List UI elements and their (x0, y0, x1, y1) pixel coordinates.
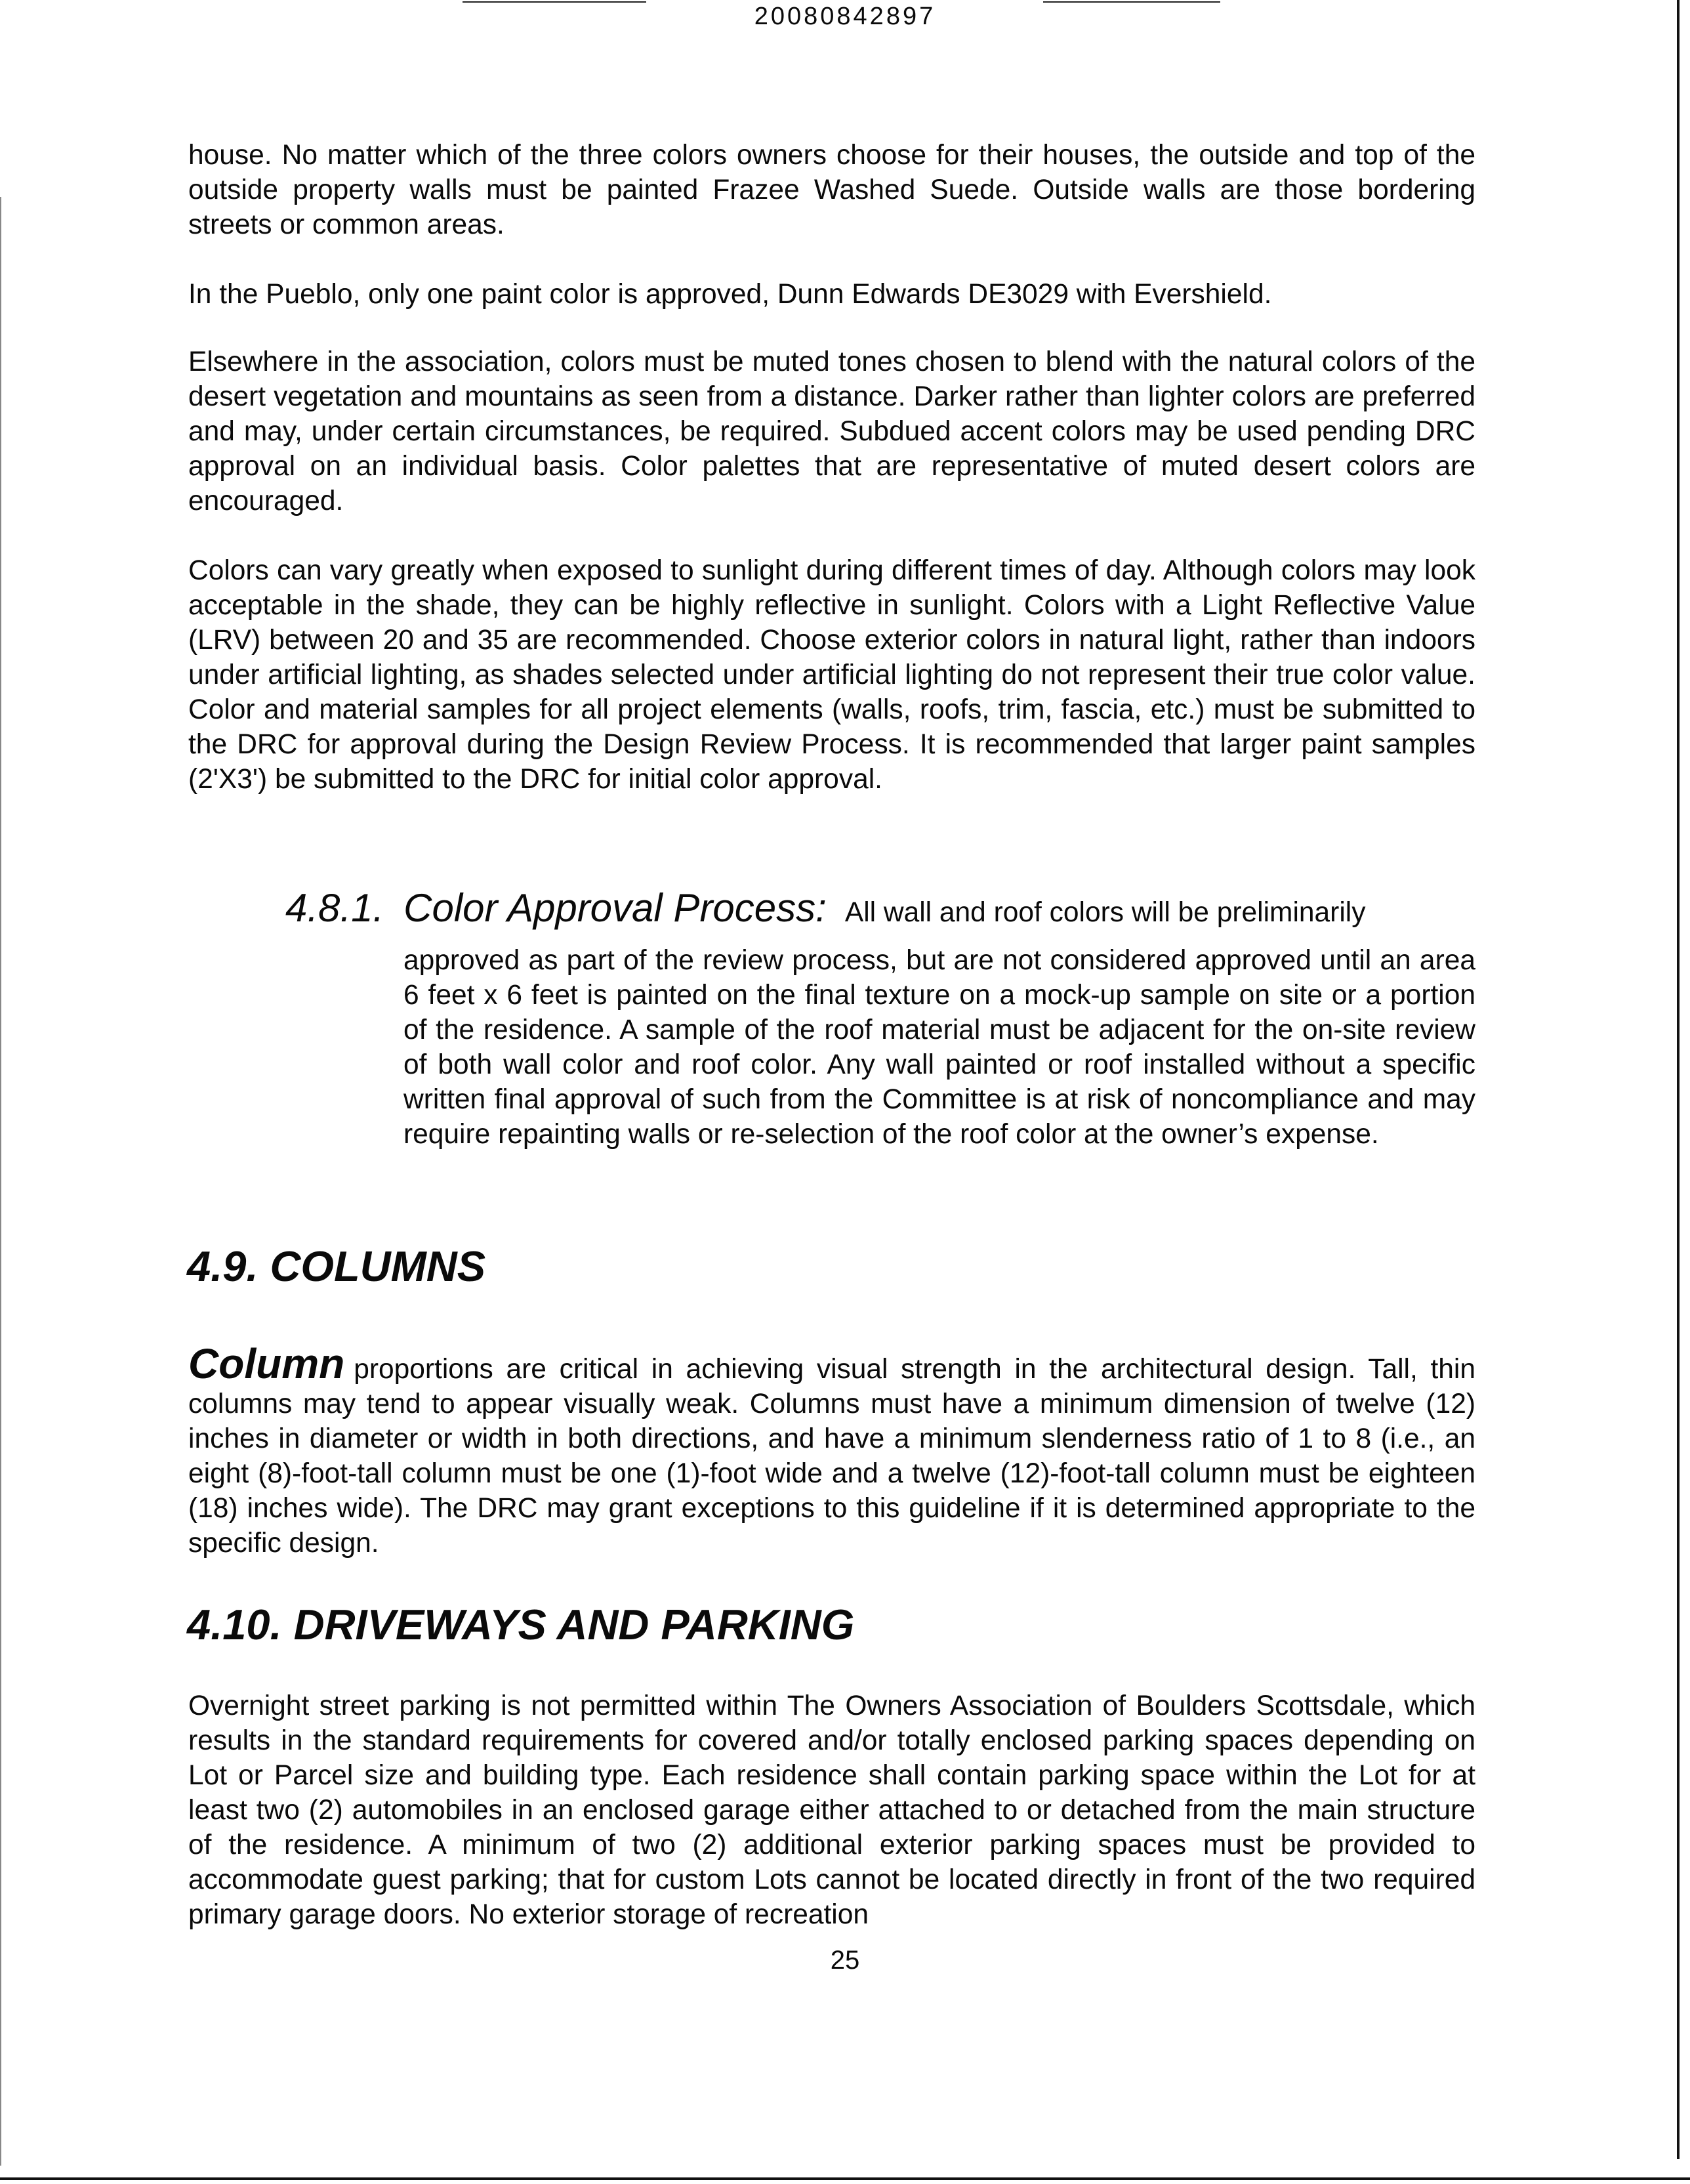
paragraph-elsewhere: Elsewhere in the association, colors must be muted tones chosen to blend with the natural colors of the desert vegetation and mountains as seen from a distance. Darker rather than lighter colors are preferred and may, under certain circumstances, be required. Subdued accent colors may be used pending DRC approval on an individual basis. Color palettes that are representative of muted desert colors are encouraged. (188, 346, 1475, 516)
scan-edge-left (0, 197, 1, 2166)
paragraph-columns (188, 1340, 1475, 1561)
paragraph-pueblo: In the Pueblo, only one paint color is approved, Dunn Edwards DE3029 with Evershield. (188, 279, 1272, 310)
page-number: 25 (830, 1946, 860, 1975)
paragraph-house-colors: house. No matter which of the three colors owners choose for their houses, the outside and top of the outside property walls must be painted Frazee Washed Suede. Outside walls are those bordering streets or common areas. (188, 140, 1475, 240)
columns-body-text: proportions are critical in achieving visual strength in the architectural design. Tall, thin columns may tend to appear visually weak. Columns must have a minimum dimension of twelve (12) inches in diameter or width in both directions, and have a minimum slenderness ratio of 1 to 8 (i.e., an eight (8)-foot-tall column must be one (1)-foot wide and a twelve (12)-foot-tall column must be eighteen (18) inches wide). The DRC may grant exceptions to this guideline if it is determined appropriate to the specific design. (188, 1354, 1475, 1559)
document-id: 20080842897 (754, 3, 936, 30)
subsection-481-title: Color Approval Process: (403, 886, 827, 930)
paragraph-sunlight: Colors can vary greatly when exposed to sunlight during different times of day. Although colors may look acceptable in the shade, they can be highly reflective in sunlight. Colors with a Light Reflective Value (LRV) between 20 and 35 are recommended. Choose exterior colors in natural light, rather than indoors under artificial lighting, as shades selected under artificial lighting do not represent their true color value. Color and material samples for all project elements (walls, roofs, trim, fascia, etc.) must be submitted to the DRC for approval during the Design Review Process. It is recommended that larger paint samples (2'X3') be submitted to the DRC for initial color approval. (188, 555, 1475, 795)
subsection-481-number: 4.8.1. (285, 886, 384, 930)
subsection-481-first-line (285, 886, 1475, 933)
scan-edge-bottom (0, 2177, 1690, 2180)
scan-edge-right (1677, 0, 1680, 2159)
paragraph-driveways-parking: Overnight street parking is not permitted within The Owners Association of Boulders Scottsdale, which results in the standard requirements for covered and/or totally enclosed parking spaces depending on Lot or Parcel size and building type. Each residence shall contain parking space within the Lot for at least two (2) automobiles in an enclosed garage either attached to or detached from the main structure of the residence. A minimum of two (2) additional exterior parking spaces must be provided to accommodate guest parking; that for custom Lots cannot be located directly in front of the two required primary garage doors. No exterior storage of recreation (188, 1690, 1475, 1930)
heading-columns: 4.9. COLUMNS (187, 1242, 486, 1290)
columns-lead-word: Column (188, 1340, 345, 1387)
subsection-481-body: approved as part of the review process, but are not considered approved until an area 6 feet x 6 feet is painted on the final texture on a mock-up sample on site or a portion of the residence. A sample of the roof material must be adjacent for the on-site review of both wall color and roof color. Any wall painted or roof installed without a specific written final approval of such from the Committee is at risk of noncompliance and may require repainting walls or re-selection of the roof color at the owner’s expense. (403, 945, 1475, 1150)
heading-driveways-parking: 4.10. DRIVEWAYS AND PARKING (187, 1601, 855, 1648)
subsection-481-first-text: All wall and roof colors will be preliminarily (844, 897, 1366, 928)
